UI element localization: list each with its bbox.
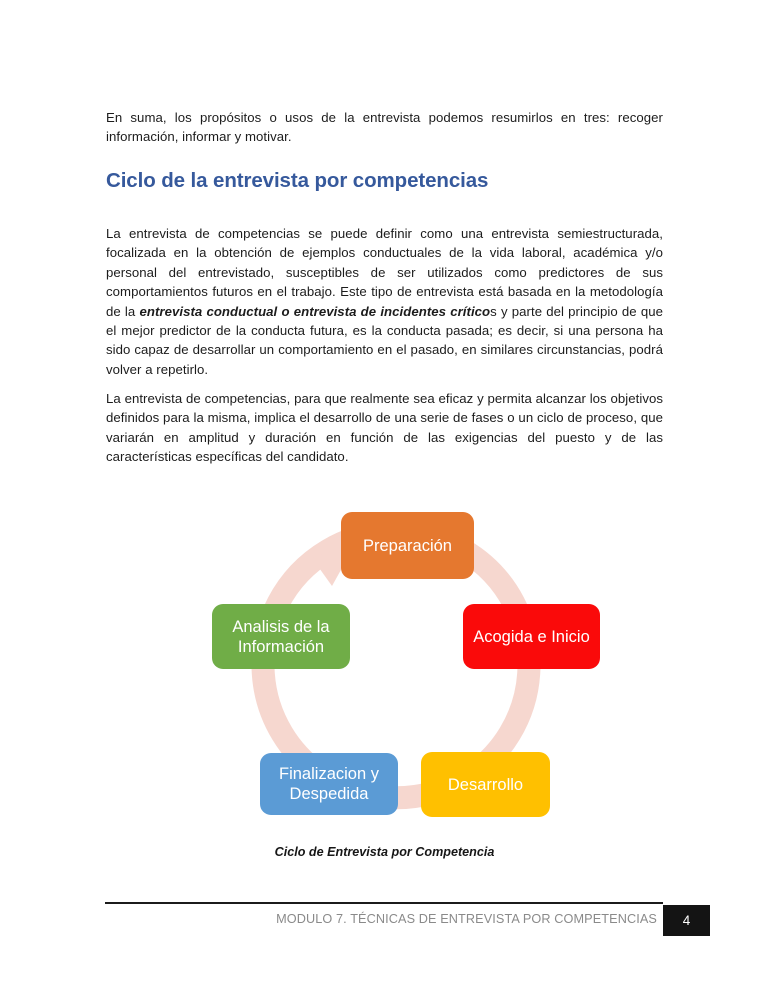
paragraph-1-emphasis: entrevista conductual o entrevista de incidentes crítico <box>139 303 491 319</box>
diagram-node-finalizacion-despedida-label: Finalizacion y Despedida <box>279 765 379 803</box>
paragraph-1-part-2: s y parte del principio de que el mejor predictor de la conducta futura, es la conducta pasada; es decir, si una persona ha sido capaz de desarrollar un comportamiento en el pasado, en similares circunstancias, podrá volver a repetirlo. <box>106 303 663 377</box>
page-number: 4 <box>682 913 691 928</box>
section-heading: Ciclo de la entrevista por competencias <box>106 169 489 192</box>
diagram-node-analisis-informacion-label: Analisis de la Información <box>232 617 330 656</box>
diagram-node-desarrollo <box>421 752 550 817</box>
intro-paragraph: En suma, los propósitos o usos de la entrevista podemos resumirlos en tres: recoger información, informar y motivar. <box>106 110 663 145</box>
diagram-node-acogida-inicio <box>463 604 600 669</box>
diagram-node-preparacion-label: Preparación <box>363 536 452 555</box>
paragraph-1 <box>106 224 663 379</box>
diagram-node-finalizacion-despedida <box>260 753 398 815</box>
paragraph-1-part-1: La entrevista de competencias se puede definir como una entrevista semiestructurada, focalizada en la obtención de ejemplos conductuales de la vida laboral, académica y/o personal del entrevistado, susceptibles de ser utilizados como predictores de sus comportamientos futuros en el trabajo. Este tipo de entrevista está basada en la metodología de la <box>106 226 663 319</box>
paragraph-2: La entrevista de competencias, para que realmente sea eficaz y permita alcanzar los objetivos definidos para la misma, implica el desarrollo de una serie de fases o un ciclo de proceso, que variarán en amplitud y duración en función de las exigencias del puesto y de las características específicas del candidato. <box>106 391 663 465</box>
footer-title: MODULO 7. TÉCNICAS DE ENTREVISTA POR COMPETENCIAS <box>276 912 657 926</box>
diagram-node-analisis-informacion <box>212 604 350 669</box>
cycle-diagram <box>192 494 612 829</box>
page-number-badge <box>663 905 710 936</box>
diagram-node-acogida-inicio-label: Acogida e Inicio <box>473 627 590 646</box>
diagram-node-desarrollo-label: Desarrollo <box>447 775 524 794</box>
footer-divider <box>105 902 663 904</box>
diagram-caption: Ciclo de Entrevista por Competencia <box>274 845 495 859</box>
diagram-node-preparacion <box>341 512 474 579</box>
